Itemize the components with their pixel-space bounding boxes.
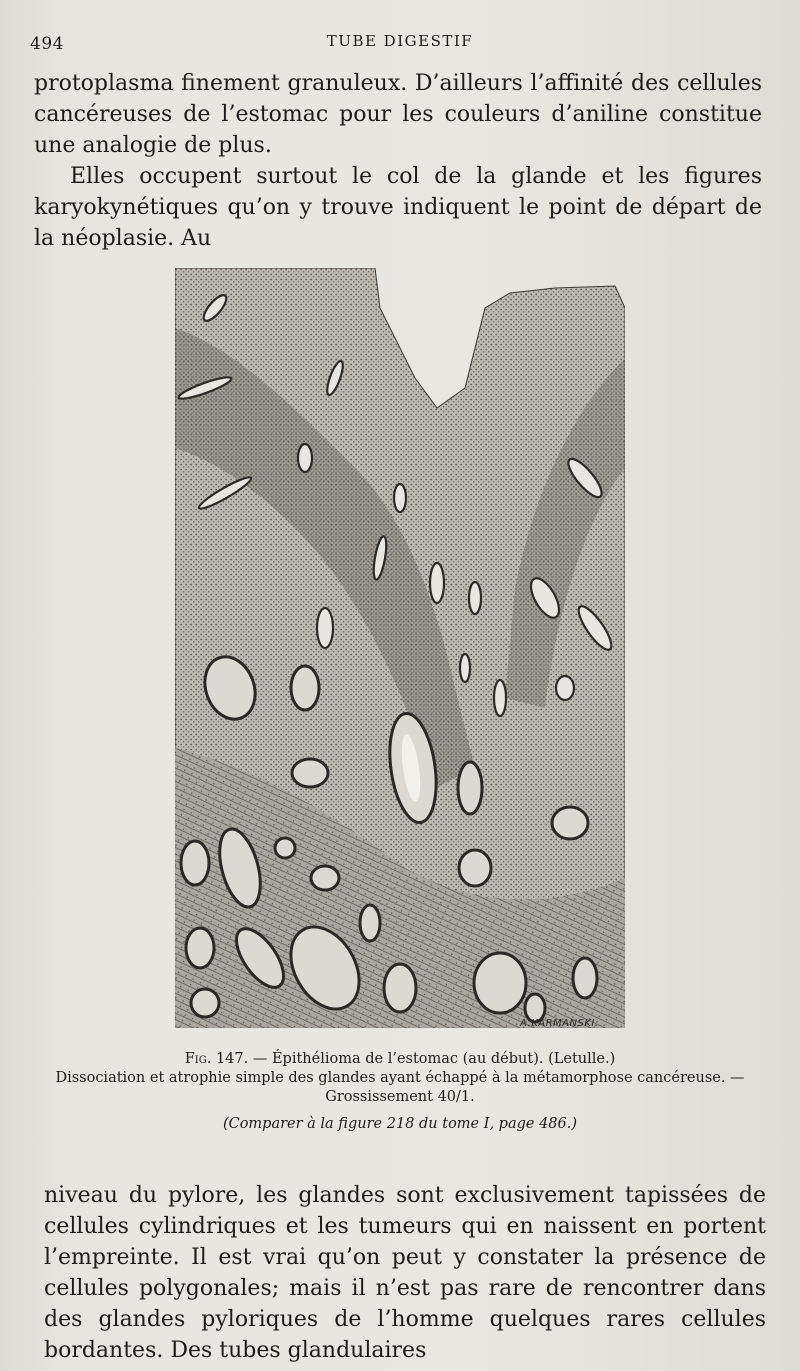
- histology-engraving: [175, 268, 625, 1028]
- caption-reference: (Comparer à la figure 218 du tome I, page 486.): [222, 1116, 578, 1132]
- page-number: 494: [30, 34, 64, 54]
- body-text-top: [34, 68, 762, 254]
- paragraph-1: protoplasma finement granuleux. D’ailleurs l’affinité des cellules cancéreuses de l’estomac pour les couleurs d’aniline constitue une analogie de plus.: [34, 71, 762, 158]
- histology-illustration: [175, 268, 625, 1028]
- running-head: [30, 30, 770, 54]
- figure-title: — Épithélioma de l’estomac (au début). (Letulle.): [248, 1051, 616, 1067]
- body-text-bottom: [44, 1180, 766, 1366]
- figure-caption: [40, 1050, 760, 1134]
- running-title: TUBE DIGESTIF: [326, 32, 474, 50]
- caption-line-1: [40, 1050, 760, 1069]
- paragraph-3: niveau du pylore, les glandes sont exclusivement tapissées de cellules cylindriques et les tumeurs qui en naissent en portent l’empreinte. Il est vrai qu’on peut y constater la présence de cellules polygonales; mais il n’est pas rare de rencontrer dans des glandes pyloriques de l’homme quelques rares cellules bordantes. Des tubes glandulaires: [44, 1183, 766, 1363]
- paragraph-2: Elles occupent surtout le col de la glande et les figures karyokynétiques qu’on y trouve indiquent le point de départ de la néoplasie. Au: [34, 164, 762, 251]
- caption-line-2: Dissociation et atrophie simple des glandes ayant échappé à la métamorphose cancéreuse. — Grossissement 40/1.: [55, 1070, 745, 1105]
- figure-label: Fig. 147.: [184, 1051, 249, 1067]
- engraver-signature: A.KARMANSKI.: [520, 1018, 599, 1029]
